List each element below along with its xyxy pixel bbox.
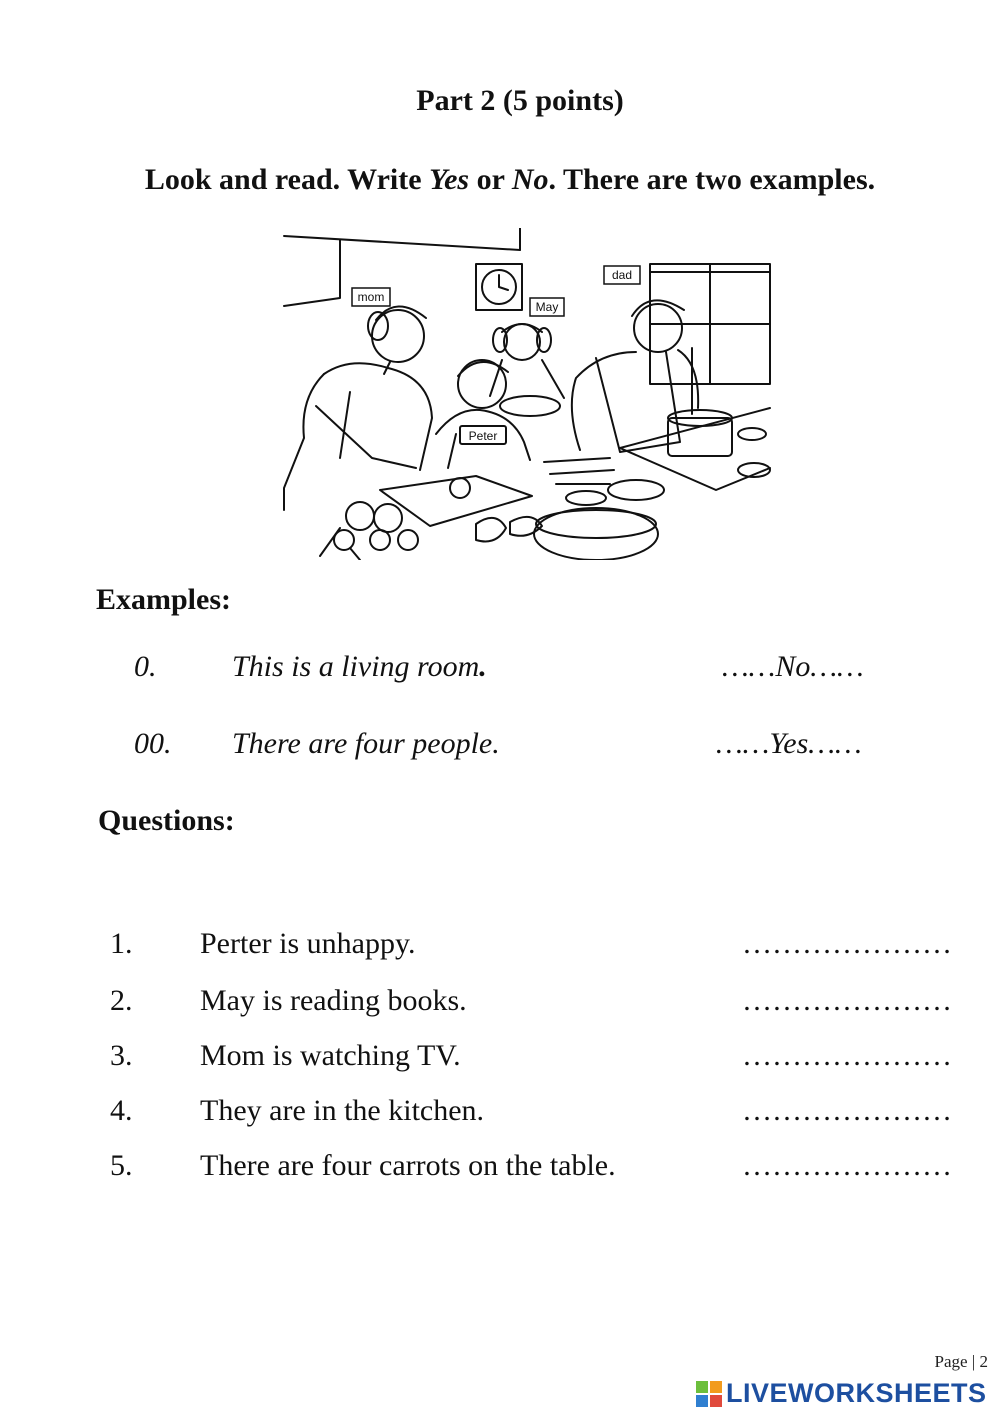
answer-blank[interactable]: …………………: [742, 984, 952, 1017]
example-num: 00.: [134, 727, 172, 760]
instructions: Look and read. Write Yes or No. There are two examples.: [144, 163, 876, 196]
instr-yes: Yes: [429, 163, 470, 196]
answer-blank[interactable]: …………………: [742, 1039, 952, 1072]
question-text: There are four carrots on the table.: [200, 1149, 616, 1182]
question-text: Perter is unhappy.: [200, 927, 416, 960]
answer-blank[interactable]: …………………: [742, 1149, 952, 1182]
questions-heading: Questions:: [98, 804, 235, 837]
answer-blank[interactable]: …………………: [742, 927, 952, 960]
example-text: This is a living room.: [232, 650, 487, 683]
example-text: There are four people.: [232, 727, 500, 760]
example-answer: ……No……: [722, 650, 864, 683]
question-num: 1.: [110, 927, 133, 960]
label-may: May: [535, 300, 559, 314]
question-num: 4.: [110, 1094, 133, 1127]
question-text: They are in the kitchen.: [200, 1094, 485, 1127]
answer-blank[interactable]: …………………: [742, 1094, 952, 1127]
example-answer: ……Yes……: [716, 727, 862, 760]
kitchen-illustration: [280, 228, 772, 560]
label-peter: Peter: [468, 429, 498, 443]
brand-name: LIVEWORKSHEETS: [726, 1378, 987, 1408]
part-title: Part 2 (5 points): [416, 84, 624, 117]
examples-heading: Examples:: [96, 583, 231, 616]
example-num: 0.: [134, 650, 157, 683]
question-num: 2.: [110, 984, 133, 1017]
instr-no: No: [511, 163, 549, 196]
question-num: 3.: [110, 1039, 133, 1072]
label-dad: dad: [611, 268, 633, 282]
label-mom: mom: [357, 290, 385, 304]
question-text: May is reading books.: [200, 984, 467, 1017]
liveworksheets-icon: [696, 1381, 722, 1407]
question-text: Mom is watching TV.: [200, 1039, 461, 1072]
page-number: Page | 2: [934, 1352, 988, 1371]
liveworksheets-logo: [696, 1378, 987, 1409]
question-num: 5.: [110, 1149, 133, 1182]
